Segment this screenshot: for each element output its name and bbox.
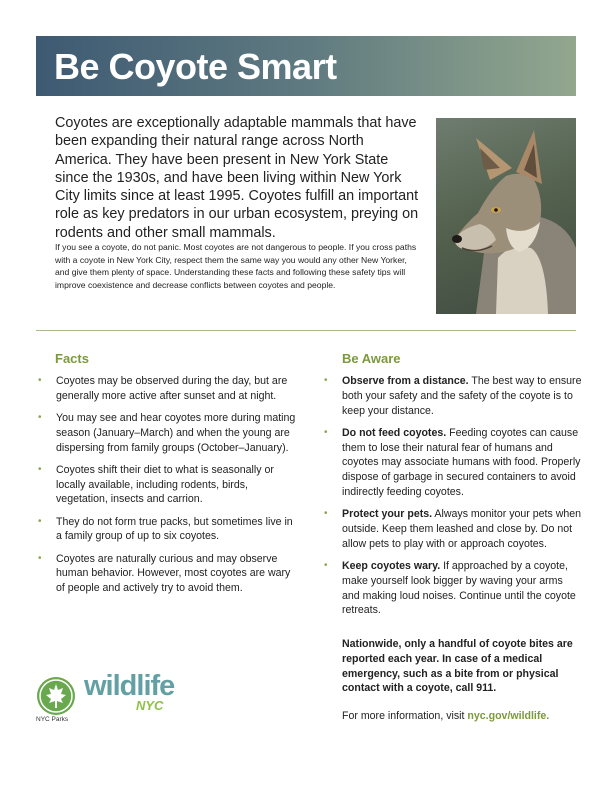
intro-detail: If you see a coyote, do not panic. Most coyotes are not dangerous to people. If you cross paths with a coyote in New York City, respect them the same way you would any other New Yorker, and give them plenty of space. Understanding these facts and following these safety tips will improve coexistence and decrease conflicts between coyotes and people.	[55, 242, 417, 290]
bullet-icon: •	[38, 375, 42, 386]
list-item: • Protect your pets. Always monitor your pets when outside. Keep them leashed and close by. Do not allow pets to play with or approach coyotes.	[324, 508, 582, 550]
list-item: • Coyotes shift their diet to what is seasonally or locally available, including rodents, birds, vegetation, insects and carrion.	[38, 463, 274, 506]
list-item: • Observe from a distance. The best way to ensure both your safety and the safety of the coyote is to keep your distance.	[324, 375, 582, 417]
bullet-icon: •	[324, 508, 328, 520]
facts-list	[36, 374, 296, 603]
more-info: For more information, visit nyc.gov/wildlife.	[342, 710, 550, 722]
list-item: • Do not feed coyotes. Feeding coyotes can cause them to lose their natural fear of humans and coyotes may associate humans with food. Properly dispose of garbage in secured containers to avoid indirectly feeding coyotes.	[324, 426, 581, 498]
wildlife-nyc-sublabel: NYC	[136, 698, 164, 713]
coyote-illustration	[436, 118, 576, 314]
bullet-icon: •	[38, 552, 42, 564]
bullet-icon: •	[38, 515, 42, 527]
page-title: Be Coyote Smart	[54, 46, 337, 87]
safety-note: Nationwide, only a handful of coyote bites are reported each year. In case of a medical emergency, such as a bite from or physical contact with a coyote, call 911.	[342, 638, 573, 695]
be-aware-list	[322, 374, 582, 626]
list-item: • They do not form true packs, but sometimes live in a family group of up to six coyotes.	[38, 515, 293, 543]
list-item: • Coyotes are naturally curious and may observe human behavior. However, most coyotes are wary of people and actively try to avoid them.	[38, 552, 291, 595]
maple-leaf-icon	[36, 676, 76, 716]
wildlife-nyc-logo: wildlife	[84, 670, 175, 702]
bullet-icon: •	[324, 426, 328, 438]
wildlife-link[interactable]: nyc.gov/wildlife.	[467, 710, 550, 722]
title-banner	[36, 36, 576, 96]
bullet-icon: •	[38, 463, 42, 475]
list-item: • You may see and hear coyotes more during mating season (January–March) and when the young are dispersing from family groups (October–January).	[38, 411, 296, 454]
intro-lead: Coyotes are exceptionally adaptable mammals that have been expanding their natural range across North America. They have been present in New York State since the 1930s, and have been living within New York City limits since at least 1995. Coyotes fulfill an important role as key predators in our urban ecosystem, preying on rodents and other small mammals.	[55, 115, 419, 241]
coyote-photo	[436, 118, 576, 314]
list-item: • Keep coyotes wary. If approached by a coyote, make yourself look bigger by waving your arms and making loud noises. Continue until the coyote retreats.	[324, 559, 576, 617]
bullet-icon: •	[324, 375, 328, 386]
bullet-icon: •	[324, 559, 328, 571]
nyc-parks-label: NYC Parks	[36, 716, 69, 723]
facts-heading: Facts	[55, 351, 89, 366]
bullet-icon: •	[38, 411, 42, 423]
be-aware-heading: Be Aware	[342, 351, 401, 366]
section-divider	[36, 330, 576, 331]
list-item: • Coyotes may be observed during the day, but are generally more active after sunset and at night.	[38, 375, 288, 402]
nyc-parks-logo	[36, 676, 76, 716]
